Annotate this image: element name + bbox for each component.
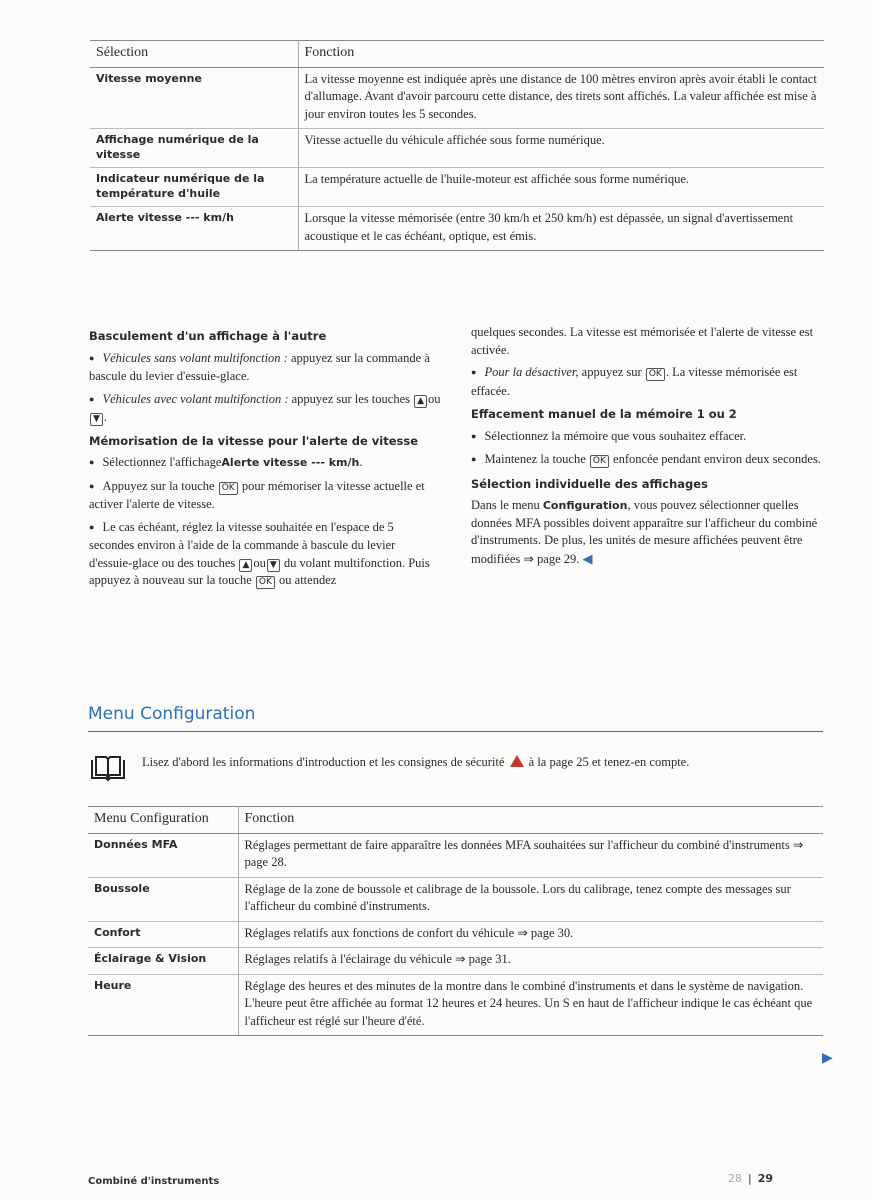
bullet-adjust-speed	[89, 519, 441, 590]
down-key-icon: ▼	[90, 413, 103, 426]
up-key-icon: ▲	[414, 395, 427, 408]
row-label: Alerte vitesse --- km/h	[90, 207, 298, 251]
table-header-fonction: Fonction	[238, 807, 823, 834]
row-description: Lorsque la vitesse mémorisée (entre 30 km/h et 250 km/h) est dépassée, un signal d'avertissement acoustique et le cas échéant, optique, est émis.	[298, 207, 824, 251]
bullet-text: Le cas échéant, réglez la vitesse souhaitée en l'espace de 5 secondes environ à l'aide de la commande à bascule du levier d'essuie-glace ou des touches	[89, 519, 396, 570]
table-row	[88, 877, 823, 921]
configuration-table	[88, 806, 823, 1036]
end-of-section-icon: ◀	[582, 550, 593, 566]
section-title: Menu Configuration	[88, 704, 256, 724]
bold-term: Configuration	[542, 499, 628, 512]
footer-chapter: Combiné d'instruments	[88, 1176, 220, 1187]
config-paragraph	[471, 497, 823, 568]
bullet-text: appuyez sur la commande à bascule du levier d'essuie-glace.	[89, 350, 430, 383]
table-row	[90, 67, 824, 129]
row-label: Confort	[88, 921, 238, 948]
page-number: 29	[757, 1172, 774, 1185]
bullet-no-mf-wheel	[89, 350, 441, 386]
table-row	[90, 168, 824, 207]
bullet-press-ok	[89, 478, 441, 514]
bullet-text: Appuyez sur la touche	[102, 478, 218, 493]
row-label: Données MFA	[88, 833, 238, 877]
table-header-row	[90, 41, 824, 68]
bullet-mf-wheel: ● Véhicules avec volant multifonction : appuyez sur les touches ▲ ou▼ .	[89, 391, 441, 427]
bullet-italic-lead: Véhicules avec volant multifonction :	[102, 391, 289, 406]
selection-table	[90, 40, 824, 251]
table-row	[90, 129, 824, 168]
row-description: La température actuelle de l'huile-moteur est affichée sous forme numérique.	[298, 168, 824, 207]
ok-key-icon: OK	[590, 455, 609, 468]
ok-key-icon: OK	[219, 482, 238, 495]
bullet-text: .	[359, 455, 363, 469]
row-label: Heure	[88, 974, 238, 1036]
section-divider	[88, 731, 823, 732]
row-label: Boussole	[88, 877, 238, 921]
bullet-text: Maintenez la touche	[484, 452, 589, 466]
left-column	[89, 322, 441, 595]
table-row	[88, 948, 823, 975]
table-row	[90, 207, 824, 251]
row-label: Affichage numérique de la vitesse	[90, 129, 298, 168]
table-row	[88, 974, 823, 1036]
page-separator: |	[748, 1172, 752, 1185]
bullet-text: pour mémoriser la vitesse actuelle et activer l'alerte de vitesse.	[89, 478, 425, 511]
row-label: Vitesse moyenne	[90, 67, 298, 129]
row-description: La vitesse moyenne est indiquée après une distance de 100 mètres environ après avoir établi le contact d'allumage. Avant d'avoir parcouru cette distance, des tirets sont affichés. La valeur affichée est mise à jour environ toutes les 5 secondes.	[298, 67, 824, 129]
bullet-italic-lead: Pour la désactiver,	[484, 365, 579, 379]
or-text: ou	[253, 555, 266, 570]
notice-lead: Lisez d'abord les informations d'introduction et les consignes de sécurité	[142, 755, 505, 769]
row-description: Réglage de la zone de boussole et calibrage de la boussole. Lors du calibrage, tenez compte des messages sur l'afficheur du combiné d'instruments.	[238, 877, 823, 921]
bullet-text: appuyez sur	[578, 365, 645, 379]
bullet-text: enfoncée pendant environ deux secondes.	[609, 452, 821, 466]
heading-individual-selection: Sélection individuelle des affichages	[471, 476, 708, 491]
bullet-text: ou attendez	[275, 573, 337, 587]
or-text: ou	[428, 391, 441, 406]
paragraph-text: , vous pouvez sélectionner quelles données MFA possibles doivent apparaître sur l'afficheur du combiné d'instruments. De plus, les unités de mesure affichées peuvent être modifiées ⇒ page 29.	[471, 498, 818, 566]
up-key-icon: ▲	[239, 559, 252, 572]
row-description: Réglages relatifs à l'éclairage du véhicule ⇒ page 31.	[238, 948, 823, 975]
row-label: Indicateur numérique de la température d'huile	[90, 168, 298, 207]
right-column	[471, 324, 823, 573]
table-row	[88, 921, 823, 948]
paragraph-text: Dans le menu	[471, 498, 543, 512]
notice-end: à la page 25 et tenez-en compte.	[525, 755, 690, 769]
bullet-select-display	[89, 454, 441, 473]
row-description: Réglages permettant de faire apparaître les données MFA souhaitées sur l'afficheur du combiné d'instruments ⇒ page 28.	[238, 833, 823, 877]
ok-key-icon: OK	[646, 368, 665, 381]
bullet-deactivate	[471, 364, 823, 400]
bullet-text: appuyez sur les touches	[288, 391, 414, 406]
bullet-text: du volant multifonction. Puis appuyez à nouveau sur la touche	[89, 555, 430, 587]
table-header-row	[88, 807, 823, 834]
bullet-italic-lead: Véhicules sans volant multifonction :	[102, 350, 288, 365]
continued-paragraph: quelques secondes. La vitesse est mémorisée et l'alerte de vitesse est activée.	[471, 325, 814, 357]
row-description: Réglage des heures et des minutes de la montre dans le combiné d'instruments et dans le système de navigation. L'heure peut être affichée au format 12 heures et 24 heures. Un S en haut de l'afficheur indique le cas échéant que l'afficheur est réglé sur l'heure d'été.	[238, 974, 823, 1036]
bullet-text: . La vitesse mémorisée est effacée.	[471, 365, 798, 398]
heading-switch-display: Basculement d'un affichage à l'autre	[89, 329, 327, 343]
bold-term: Alerte vitesse --- km/h	[221, 456, 360, 469]
book-icon	[88, 754, 128, 782]
row-label: Éclairage & Vision	[88, 948, 238, 975]
bullet-hold-ok	[471, 451, 823, 470]
row-description: Réglages relatifs aux fonctions de confort du véhicule ⇒ page 30.	[238, 921, 823, 948]
table-row	[88, 833, 823, 877]
down-key-icon: ▼	[267, 559, 280, 572]
ok-key-icon: OK	[256, 576, 275, 589]
table-header-fonction: Fonction	[298, 41, 824, 68]
next-page-arrow-icon: ▶	[822, 1051, 833, 1066]
heading-speed-memory: Mémorisation de la vitesse pour l'alerte de vitesse	[89, 433, 419, 448]
page-number-faint: 28	[728, 1172, 742, 1185]
bullet-text: Sélectionnez l'affichage	[102, 455, 222, 469]
footer-page-numbers	[728, 1170, 773, 1188]
notice-text	[142, 754, 822, 772]
bullet-select-memory: ● Sélectionnez la mémoire que vous souhaitez effacer.	[471, 428, 823, 447]
heading-manual-erase: Effacement manuel de la mémoire 1 ou 2	[471, 407, 737, 421]
warning-triangle-icon	[510, 755, 524, 767]
table-header-menu: Menu Configuration	[88, 807, 238, 834]
table-header-selection: Sélection	[90, 41, 298, 68]
row-description: Vitesse actuelle du véhicule affichée sous forme numérique.	[298, 129, 824, 168]
